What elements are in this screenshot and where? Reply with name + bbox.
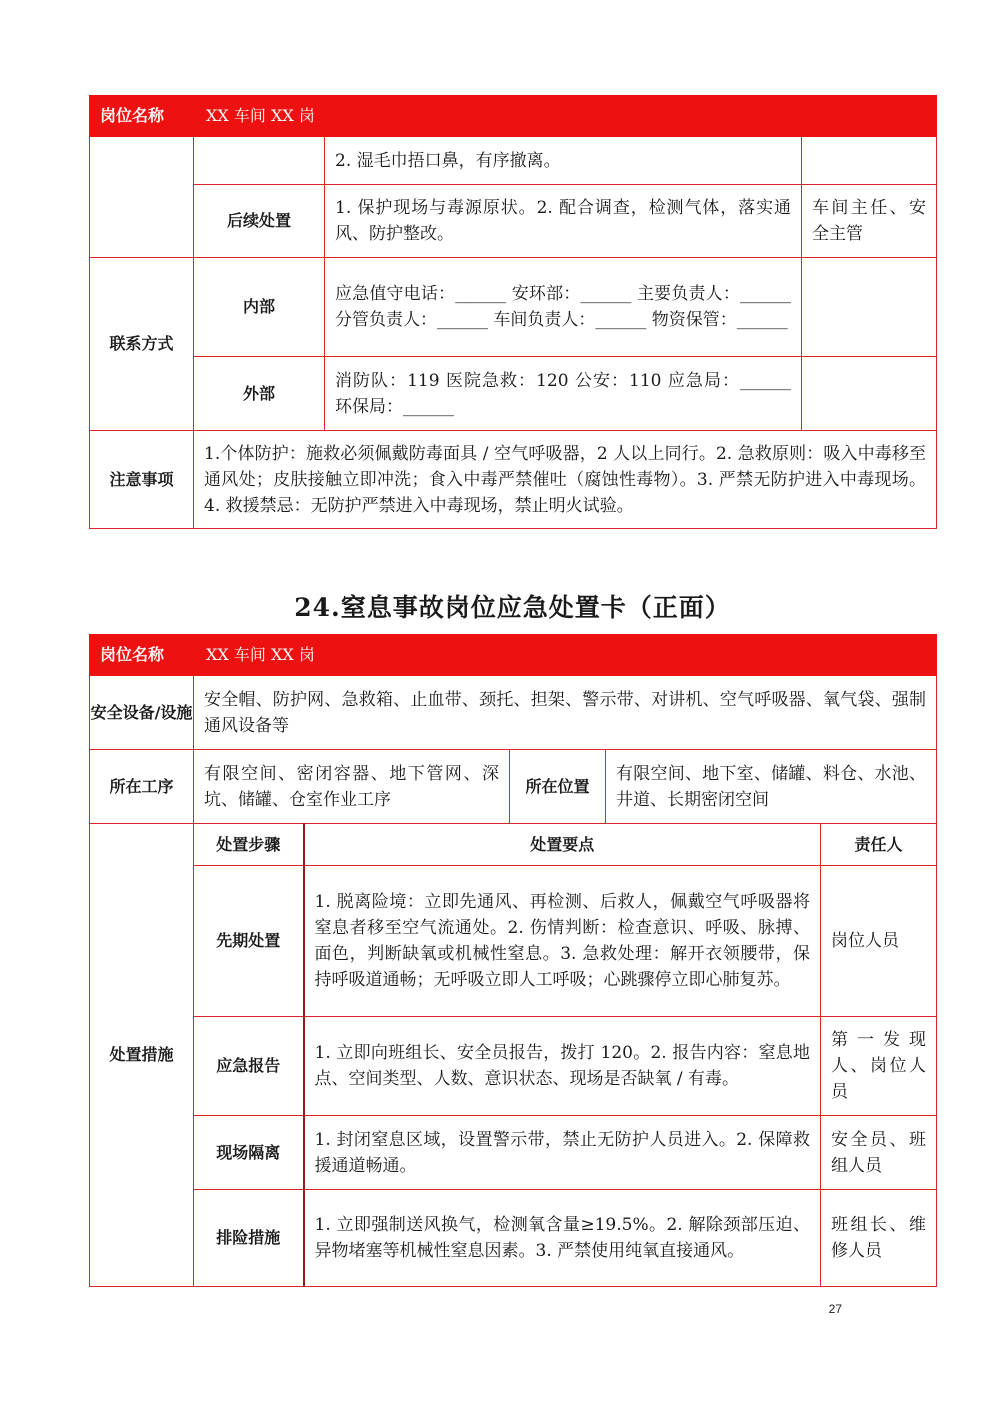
equipment-content: 安全帽、防护网、急救箱、止血带、颈托、担架、警示带、对讲机、空气呼吸器、氧气袋、强制通风设备等 — [194, 676, 937, 750]
post-name-value: XX 车间 XX 岗 — [194, 96, 937, 137]
location-content: 有限空间、地下室、储罐、料仓、水池、井道、长期密闭空间 — [606, 750, 937, 824]
internal-contacts: 应急值守电话：______ 安环部：______ 主要负责人：______ 分管负责人：______ 车间负责人：______ 物资保管：______ — [325, 258, 802, 357]
card1-header-row — [90, 96, 937, 137]
continuation-responsible — [802, 137, 937, 185]
measure-responsible: 班组长、维修人员 — [821, 1190, 937, 1287]
continuation-row — [90, 137, 937, 185]
measure-points: 1. 封闭窒息区域，设置警示带，禁止无防护人员进入。2. 保障救援通道畅通。 — [304, 1116, 821, 1190]
followup-responsible: 车间主任、安全主管 — [802, 185, 937, 258]
card2-header-row — [90, 635, 937, 676]
col-step-header: 处置步骤 — [194, 824, 304, 866]
col-resp-header: 责任人 — [821, 824, 937, 866]
notes-label: 注意事项 — [90, 431, 194, 529]
measure-row — [90, 1116, 937, 1190]
process-content: 有限空间、密闭容器、地下管网、深坑、储罐、仓室作业工序 — [194, 750, 510, 824]
measure-responsible: 岗位人员 — [821, 866, 937, 1017]
external-label: 外部 — [194, 357, 325, 431]
card1-table — [89, 95, 937, 529]
external-contacts: 消防队：119 医院急救：120 公安：110 应急局：______ 环保局：______ — [325, 357, 802, 431]
measure-step: 应急报告 — [194, 1017, 304, 1116]
followup-label: 后续处置 — [194, 185, 325, 258]
col-points-header: 处置要点 — [304, 824, 821, 866]
measure-row — [90, 1190, 937, 1287]
measure-row — [90, 1017, 937, 1116]
measures-head-row — [90, 824, 937, 866]
location-label: 所在位置 — [510, 750, 606, 824]
card2-table — [89, 634, 937, 1287]
measure-step: 先期处置 — [194, 866, 304, 1017]
page-number: 27 — [828, 1302, 842, 1316]
step-cell-cont — [194, 137, 325, 185]
equipment-label: 安全设备/设施 — [90, 676, 194, 750]
contact-internal-row — [90, 258, 937, 357]
measure-responsible: 安全员、班组人员 — [821, 1116, 937, 1190]
card2-title: 24.窒息事故岗位应急处置卡（正面） — [294, 593, 731, 622]
measure-points: 1. 脱离险境：立即先通风、再检测、后救人，佩戴空气呼吸器将窒息者移至空气流通处。2. 伤情判断：检查意识、呼吸、脉搏、面色，判断缺氧或机械性窒息。3. 急救处理：解开衣领腰带，保持呼吸道通畅；无呼吸立即人工呼吸；心跳骤停立即心肺复苏。 — [304, 866, 821, 1017]
measure-row — [90, 866, 937, 1017]
post-name-label: 岗位名称 — [90, 96, 194, 137]
followup-row — [90, 185, 937, 258]
measure-points: 1. 立即强制送风换气，检测氧含量≥19.5%。2. 解除颈部压迫、异物堵塞等机械性窒息因素。3. 严禁使用纯氧直接通风。 — [304, 1190, 821, 1287]
notes-content: 1.个体防护：施救必须佩戴防毒面具 / 空气呼吸器，2 人以上同行。2. 急救原则：吸入中毒移至通风处；皮肤接触立即冲洗；食入中毒严禁催吐（腐蚀性毒物）。3. 严禁无防护进入中毒现场。4. 救援禁忌：无防护严禁进入中毒现场，禁止明火试验。 — [194, 431, 937, 529]
measures-label-cont — [90, 137, 194, 258]
post-name-label-2: 岗位名称 — [90, 635, 194, 676]
contact-label: 联系方式 — [90, 258, 194, 431]
measure-step: 现场隔离 — [194, 1116, 304, 1190]
process-label: 所在工序 — [90, 750, 194, 824]
measure-points: 1. 立即向班组长、安全员报告，拨打 120。2. 报告内容：窒息地点、空间类型、人数、意识状态、现场是否缺氧 / 有毒。 — [304, 1017, 821, 1116]
notes-row — [90, 431, 937, 529]
internal-label: 内部 — [194, 258, 325, 357]
measure-step: 排险措施 — [194, 1190, 304, 1287]
measures-label: 处置措施 — [90, 824, 194, 1287]
followup-content: 1. 保护现场与毒源原状。2. 配合调查，检测气体，落实通风、防护整改。 — [325, 185, 802, 258]
contact-external-row — [90, 357, 937, 431]
equipment-row — [90, 676, 937, 750]
internal-empty — [802, 258, 937, 357]
measure-responsible: 第一发现人、岗位人员 — [821, 1017, 937, 1116]
process-row — [90, 750, 937, 824]
external-empty — [802, 357, 937, 431]
continuation-content: 2. 湿毛巾捂口鼻，有序撤离。 — [325, 137, 802, 185]
post-name-value-2: XX 车间 XX 岗 — [194, 635, 937, 676]
